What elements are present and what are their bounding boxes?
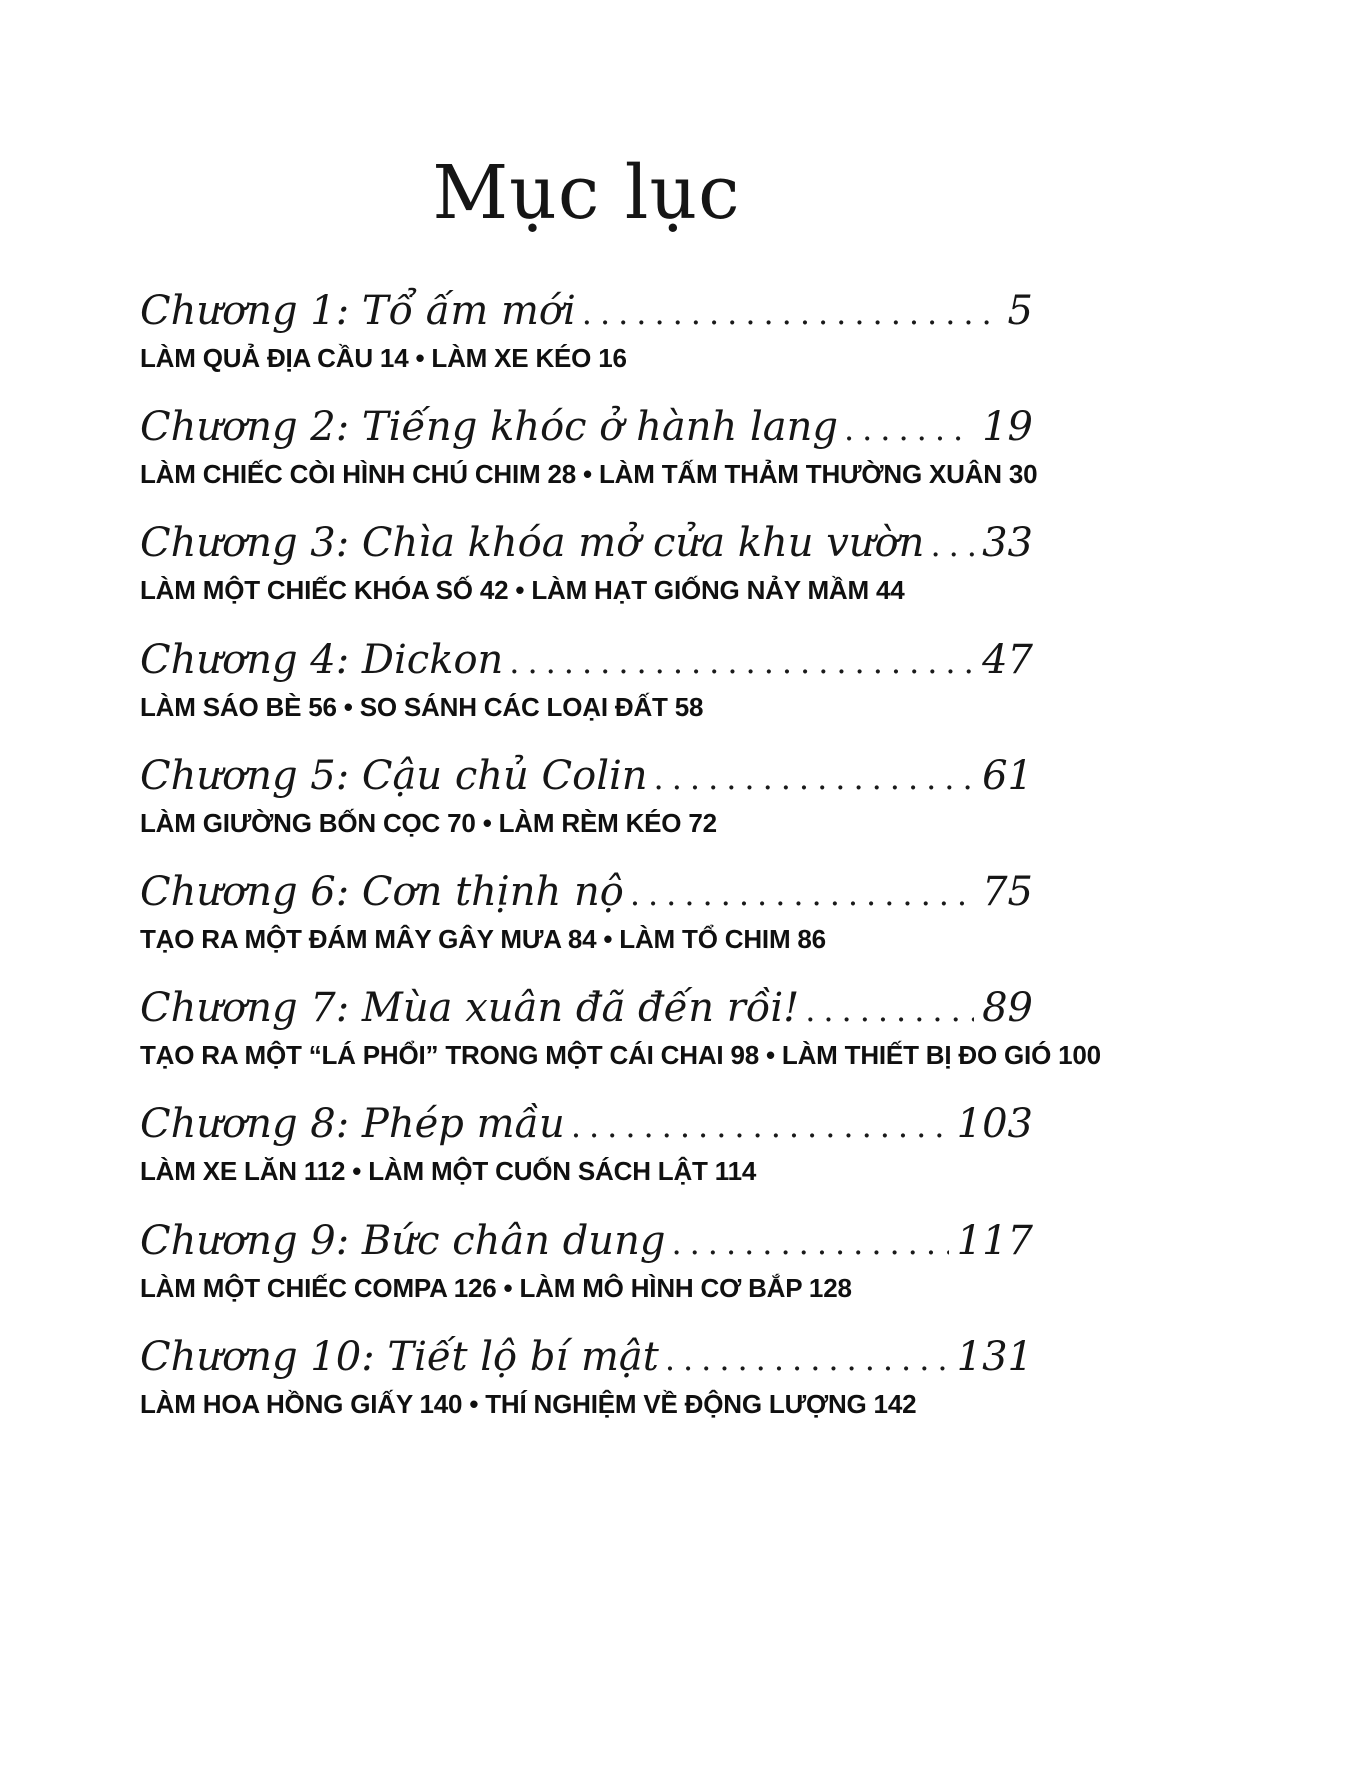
chapter-title: Chương 4: Dickon [140, 636, 504, 683]
toc-entry [140, 288, 1033, 374]
chapter-page-number: 33 [982, 520, 1033, 567]
chapter-page-number: 89 [982, 985, 1033, 1032]
chapter-title: Chương 10: Tiết lộ bí mật [140, 1333, 659, 1380]
toc-entry [140, 637, 1033, 723]
chapter-title: Chương 2: Tiếng khóc ở hành lang [140, 404, 838, 451]
chapter-title: Chương 6: Cơn thịnh nộ [140, 868, 624, 915]
toc-entry [140, 520, 1033, 606]
activities-line: LÀM QUẢ ĐỊA CẦU 14 • LÀM XE KÉO 16 [140, 343, 627, 373]
chapter-title: Chương 7: Mùa xuân đã đến rồi! [140, 985, 800, 1032]
activities-line: TẠO RA MỘT “LÁ PHỔI” TRONG MỘT CÁI CHAI 98 • LÀM THIẾT BỊ ĐO GIÓ 100 [140, 1040, 1101, 1071]
dot-leader [665, 1334, 949, 1380]
chapter-title: Chương 1: Tổ ấm mới [140, 288, 576, 334]
dot-leader [844, 404, 974, 450]
toc-entry [140, 1218, 1033, 1304]
chapter-page-number: 131 [956, 1333, 1033, 1380]
dot-leader [671, 1218, 948, 1264]
dot-leader [582, 288, 1000, 334]
dot-leader [930, 520, 974, 566]
chapter-title: Chương 9: Bức chân dung [140, 1217, 666, 1264]
chapter-line [140, 753, 1033, 799]
chapter-title: Chương 5: Cậu chủ Colin [140, 752, 648, 799]
activities-line: LÀM MỘT CHIẾC KHÓA SỐ 42 • LÀM HẠT GIỐNG NẢY MẦM 44 [140, 575, 905, 606]
chapter-page-number: 5 [1007, 288, 1033, 334]
chapter-page-number: 103 [956, 1101, 1033, 1148]
activities-line: LÀM SÁO BÈ 56 • SO SÁNH CÁC LOẠI ĐẤT 58 [140, 691, 704, 722]
dot-leader [805, 985, 974, 1031]
chapter-title: Chương 8: Phép mầu [140, 1101, 565, 1148]
chapter-line [140, 520, 1033, 566]
dot-leader [630, 869, 974, 915]
chapter-page-number: 47 [982, 636, 1033, 683]
activities-line: LÀM HOA HỒNG GIẤY 140 • THÍ NGHIỆM VỀ ĐỘNG LƯỢNG 142 [140, 1388, 917, 1419]
activities-line: LÀM MỘT CHIẾC COMPA 126 • LÀM MÔ HÌNH CƠ BẮP 128 [140, 1272, 852, 1303]
toc-entry [140, 869, 1033, 955]
chapter-line [140, 404, 1033, 450]
dot-leader [571, 1101, 949, 1147]
chapter-line [140, 637, 1033, 683]
toc-entry [140, 404, 1038, 490]
chapter-page-number: 75 [982, 868, 1033, 915]
dot-leader [654, 753, 975, 799]
dot-leader [509, 637, 974, 683]
chapter-line [140, 1218, 1033, 1264]
chapter-page-number: 117 [956, 1217, 1033, 1264]
chapter-line [140, 869, 1033, 915]
activities-line: LÀM GIƯỜNG BỐN CỌC 70 • LÀM RÈM KÉO 72 [140, 807, 717, 838]
toc-entry [140, 985, 1101, 1071]
chapter-line [140, 985, 1033, 1031]
chapter-line [140, 1101, 1033, 1147]
toc-entry [140, 753, 1033, 839]
toc-entry [140, 1334, 1033, 1420]
activities-line: LÀM CHIẾC CÒI HÌNH CHÚ CHIM 28 • LÀM TẤM THẢM THƯỜNG XUÂN 30 [140, 459, 1038, 490]
chapter-title: Chương 3: Chìa khóa mở cửa khu vườn [140, 520, 925, 567]
activities-line: LÀM XE LĂN 112 • LÀM MỘT CUỐN SÁCH LẬT 114 [140, 1156, 757, 1187]
activities-line: TẠO RA MỘT ĐÁM MÂY GÂY MƯA 84 • LÀM TỔ CHIM 86 [140, 923, 826, 954]
toc-entry [140, 1101, 1033, 1187]
chapter-line [140, 288, 1033, 334]
chapter-page-number: 61 [982, 752, 1033, 799]
chapter-page-number: 19 [982, 404, 1033, 451]
chapter-line [140, 1334, 1033, 1380]
page-title: Mục lục [432, 150, 741, 236]
